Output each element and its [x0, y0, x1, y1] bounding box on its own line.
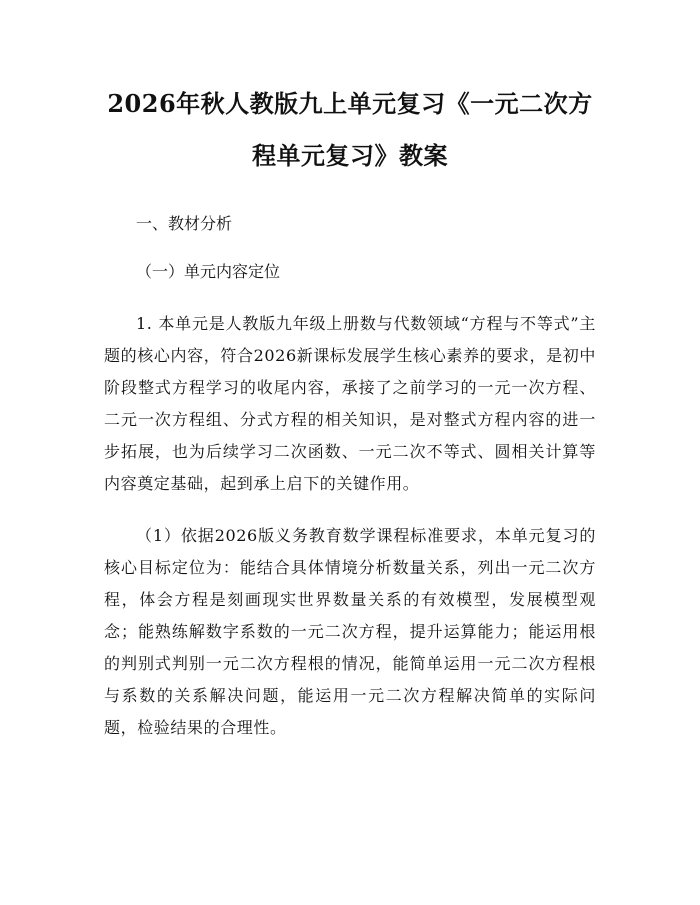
title-line-2: 程单元复习》教案 [252, 141, 448, 170]
document-title [104, 78, 596, 182]
section-heading-teaching-material-analysis: 一、教材分析 [136, 214, 233, 233]
subsection-heading-unit-content-positioning: （一）单元内容定位 [136, 262, 281, 281]
paragraph-unit-overview: 1. 本单元是人教版九年级上册数与代数领域“方程与不等式”主题的核心内容，符合2026新课标发展学生核心素养的要求，是初中阶段整式方程学习的收尾内容，承接了之前学习的一元一次方程、二元一次方程组、分式方程的相关知识，是对整式方程内容的进一步拓展，也为后续学习二次函数、一元二次不等式、圆相关计算等内容奠定基础，起到承上启下的关键作用。 [104, 314, 596, 493]
title-line-1: 2026年秋人教版九上单元复习《一元二次方 [107, 89, 593, 118]
paragraph-curriculum-goals: （1）依据2026版义务教育数学课程标准要求，本单元复习的核心目标定位为：能结合具体情境分析数量关系，列出一元二次方程，体会方程是刻画现实世界数量关系的有效模型，发展模型观念；能熟练解数字系数的一元二次方程，提升运算能力；能运用根的判别式判别一元二次方程根的情况，能简单运用一元二次方程根与系数的关系解决问题，能运用一元二次方程解决简单的实际问题，检验结果的合理性。 [104, 526, 596, 737]
